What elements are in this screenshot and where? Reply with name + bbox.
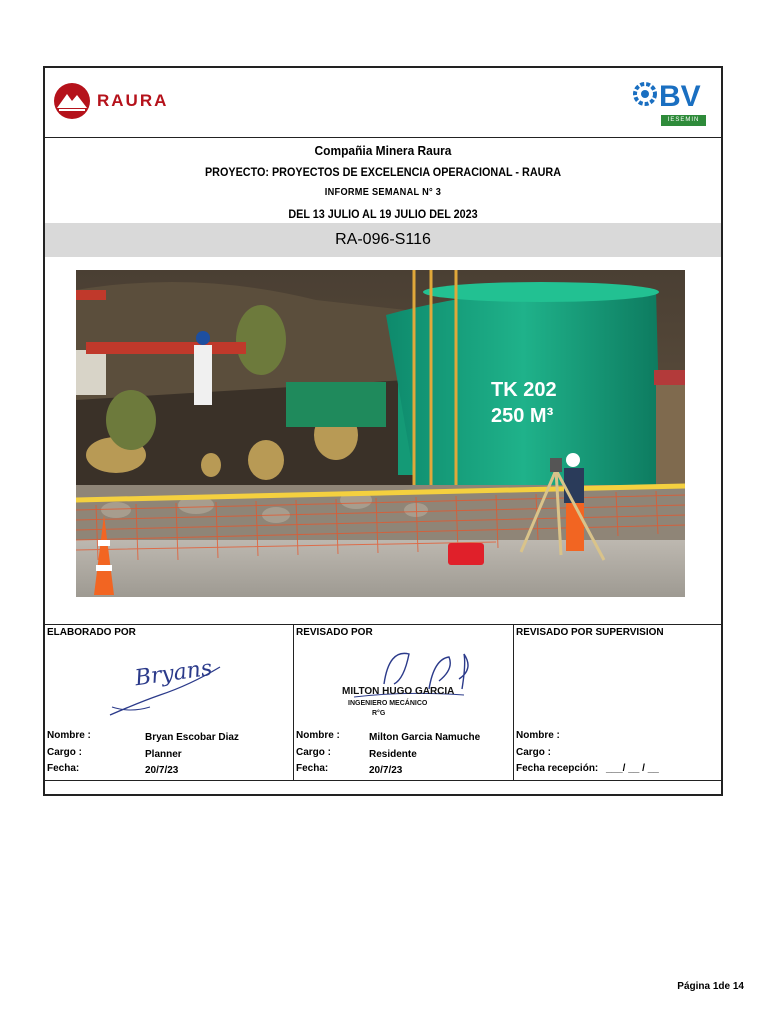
svg-text:TK 202: TK 202 xyxy=(491,379,557,401)
raura-logo-text: RAURA xyxy=(97,91,169,110)
revisado-nombre-label: Nombre : xyxy=(296,730,340,741)
elaborado-cargo: Planner xyxy=(145,749,182,760)
svg-text:Bryans: Bryans xyxy=(133,655,214,692)
bv-gear-icon xyxy=(631,74,711,116)
revisado-cargo: Residente xyxy=(369,749,417,760)
supervision-cargo-label: Cargo : xyxy=(516,747,551,758)
elaborado-nombre: Bryan Escobar Diaz xyxy=(145,732,239,743)
project-title: PROYECTO: PROYECTOS DE EXCELENCIA OPERACIONAL - RAURA xyxy=(204,165,562,179)
elaborado-fecha-label: Fecha: xyxy=(47,763,80,774)
revisado-heading: REVISADO POR xyxy=(296,627,373,638)
revisado-fecha: 20/7/23 xyxy=(369,765,403,776)
supervision-column xyxy=(514,625,721,780)
site-photo xyxy=(76,270,685,597)
company-title: Compañia Minera Raura xyxy=(314,143,452,158)
elaborado-column xyxy=(45,625,294,780)
report-cover-frame xyxy=(43,66,723,796)
svg-text:R°G: R°G xyxy=(372,710,386,717)
page-number: Página 1de 14 xyxy=(677,981,744,992)
tank-site-image xyxy=(76,270,685,597)
document-code: RA-096-S116 xyxy=(45,223,721,257)
svg-text:MILTON HUGO GARCIA: MILTON HUGO GARCIA xyxy=(342,686,455,697)
revisado-cargo-label: Cargo : xyxy=(296,747,331,758)
raura-logo xyxy=(53,82,168,120)
bv-iesemin-logo xyxy=(631,74,711,130)
elaborado-heading: ELABORADO POR xyxy=(47,627,136,638)
supervision-fecha-label: Fecha recepción: xyxy=(516,763,599,774)
signature-table xyxy=(45,624,721,781)
elaborado-fecha: 20/7/23 xyxy=(145,765,179,776)
revisado-nombre: Milton Garcia Namuche xyxy=(369,732,481,743)
title-block xyxy=(45,138,721,224)
bv-logo-subtitle: IESEMIN xyxy=(661,115,706,126)
milton-signature-stamp xyxy=(334,639,474,719)
bryan-signature xyxy=(100,647,235,719)
empty-footer-row xyxy=(45,779,721,794)
report-number: INFORME SEMANAL N° 3 xyxy=(324,187,442,198)
raura-mountain-icon xyxy=(53,82,91,120)
supervision-heading: REVISADO POR SUPERVISION xyxy=(516,627,664,638)
elaborado-nombre-label: Nombre : xyxy=(47,730,91,741)
revisado-column xyxy=(294,625,514,780)
report-period: DEL 13 JULIO AL 19 JULIO DEL 2023 xyxy=(288,207,478,221)
svg-text:BV: BV xyxy=(659,80,701,113)
supervision-fecha-blank: ___/ __ / __ xyxy=(606,763,659,774)
supervision-nombre-label: Nombre : xyxy=(516,730,560,741)
revisado-fecha-label: Fecha: xyxy=(296,763,329,774)
svg-text:INGENIERO MECÁNICO: INGENIERO MECÁNICO xyxy=(348,700,428,707)
elaborado-cargo-label: Cargo : xyxy=(47,747,82,758)
svg-text:250 M³: 250 M³ xyxy=(491,405,554,427)
logo-header xyxy=(45,68,721,138)
